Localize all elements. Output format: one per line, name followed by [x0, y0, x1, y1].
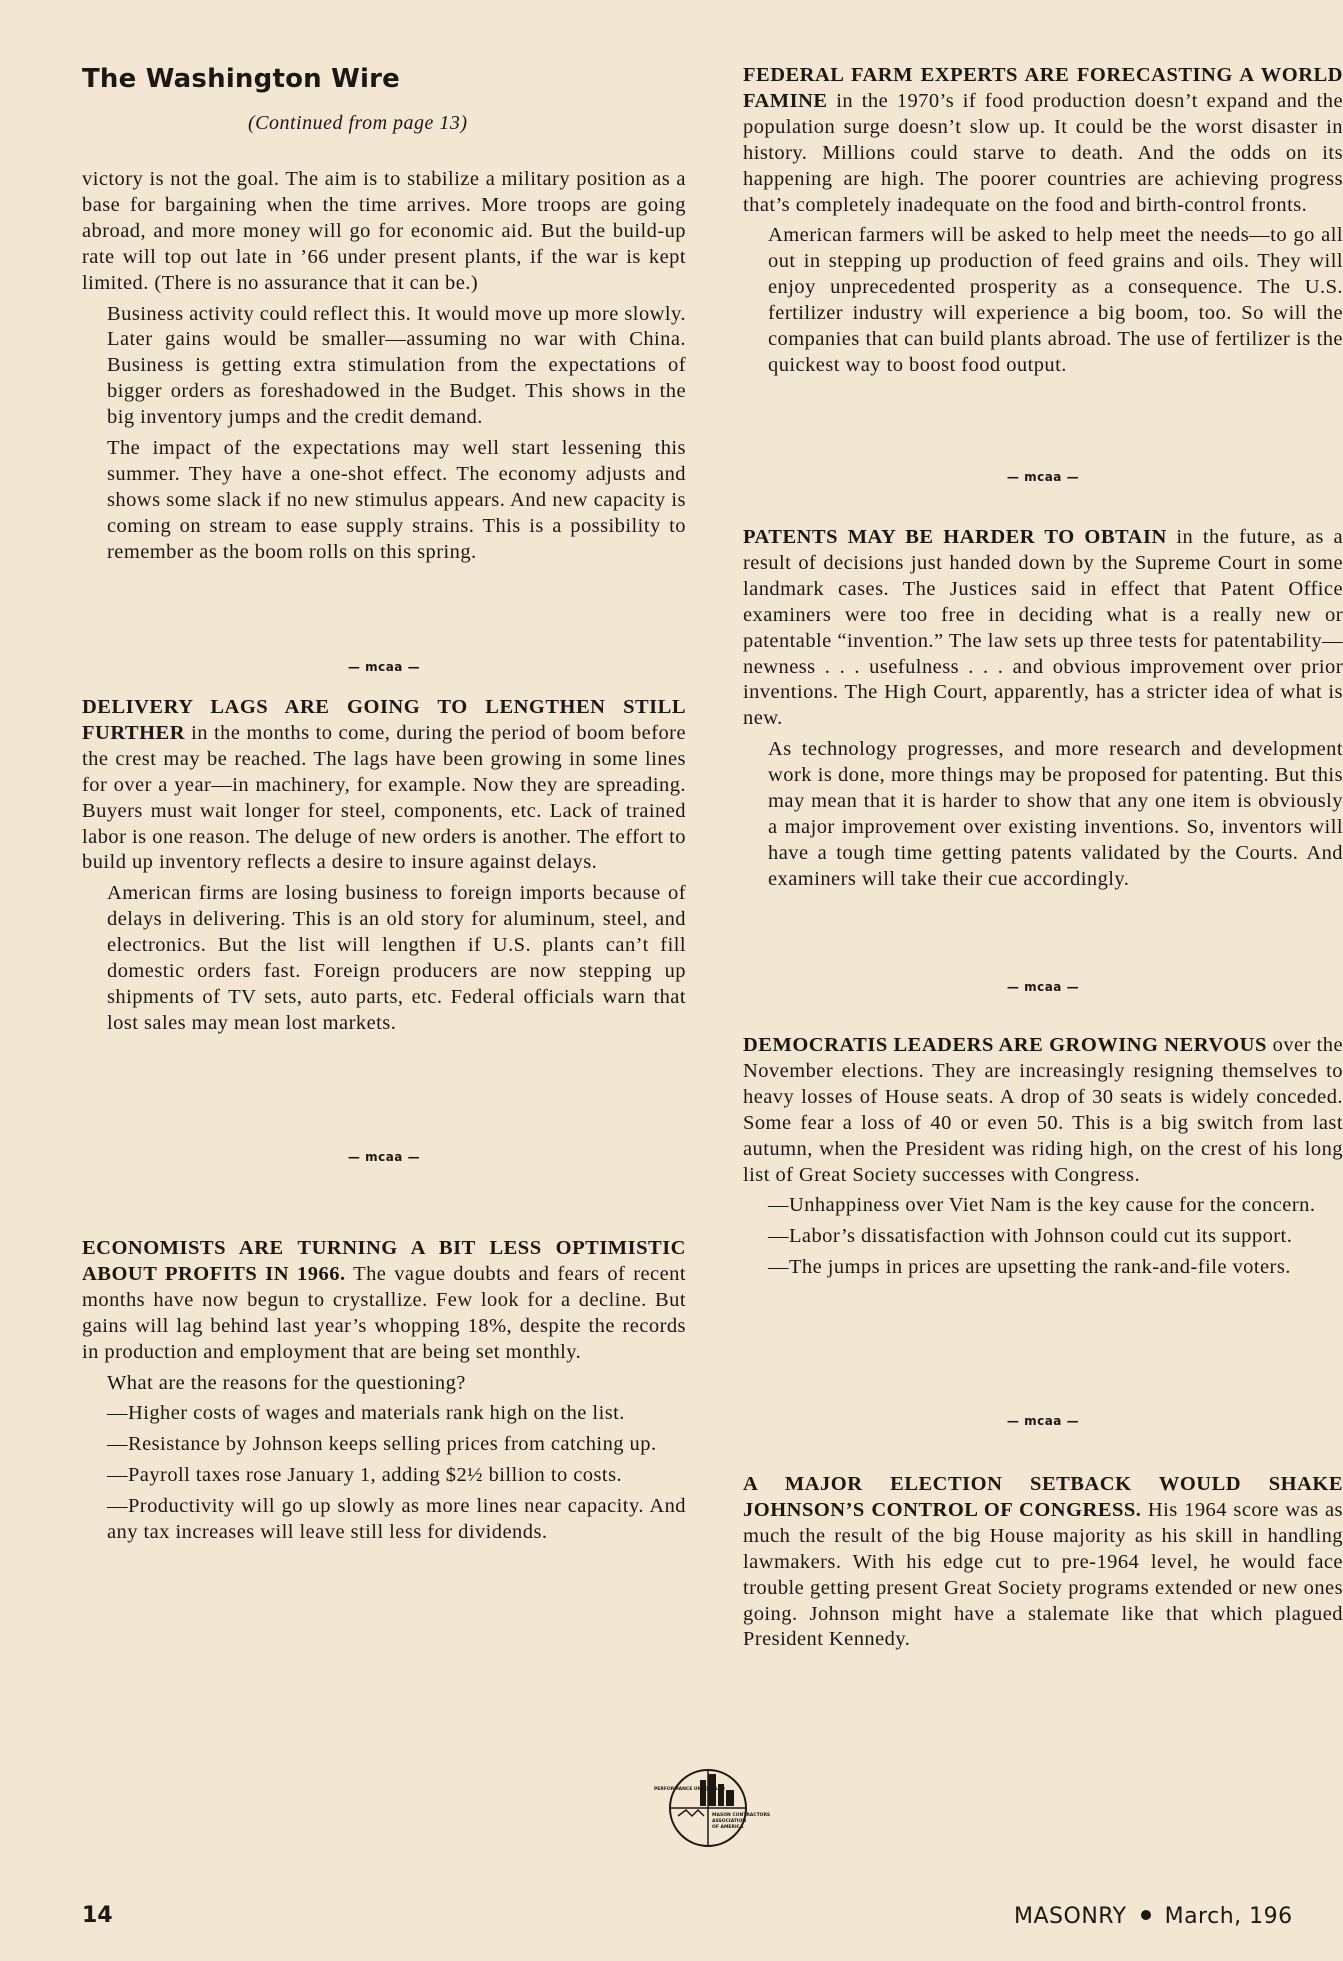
economists-paragraph: —Resistance by Johnson keeps selling prices from catching up. [107, 1433, 657, 1456]
patents-paragraph: As technology progresses, and more research and development work is done, more things may be proposed for patenting. But this may mean that it is harder to show that any one item is obviously a major improvement over existing inventions. So, inventors will have a tough time getting patents validated by the Courts. And examiners will take their cue accordingly. [768, 738, 1343, 890]
logo-org-line: ASSOCIATION [712, 1819, 747, 1824]
logo-zigzag [678, 1810, 704, 1816]
logo-org-line: OF AMERICA [712, 1825, 744, 1830]
separator-mcaa: — mcaa — [347, 660, 421, 674]
delivery-body: in the months to come, during the period of boom before the crest may be reached. The lags have been growing in some lines for over a year—in machinery, for example. Now they are spreading. Buyers must wait longer for steel, components, etc. Lack of trained labor is one reason. The deluge of new orders is another. The effort to build up inventory reflects a desire to insure against delays. [82, 721, 686, 874]
farm-paragraph: American farmers will be asked to help meet the needs—to go all out in stepping up production of feed grains and oils. They will enjoy unprecedented prosperity as a consequence. The U.S. fertilizer industry will experience a big boom, too. So will the companies that can build plants abroad. The use of fertilizer is the quickest way to boost food output. [768, 224, 1343, 376]
economists-paragraph: What are the reasons for the questioning? [107, 1371, 466, 1394]
democrats-lead: DEMOCRATIS LEADERS ARE GROWING NERVOUS [743, 1034, 1267, 1056]
election-lead-paragraph [743, 1472, 1343, 1653]
bullet-icon [1141, 1910, 1151, 1920]
economists-lead: ECONOMISTS ARE TURNING A BIT LESS OPTIMISTIC ABOUT PROFITS IN 1966. [82, 1237, 686, 1285]
separator-mcaa: — mcaa — [1006, 470, 1080, 484]
delivery-paragraph: American firms are losing business to foreign imports because of delays in delivering. This is an old story for aluminum, steel, and electronics. But the list will lengthen if U.S. plants can’t fill domestic orders fast. Foreign producers are now stepping up shipments of TV sets, auto parts, etc. Federal officials warn that lost sales may mean lost markets. [107, 882, 686, 1034]
intro-section [82, 167, 686, 566]
intro-paragraph: victory is not the goal. The aim is to stabilize a military position as a base for bargaining when the time arrives. More troops are going abroad, and more money will go for economic aid. But the build-up rate will top out late in ’66 under present plants, if the war is kept limited. (There is no assurance that it can be.) [82, 168, 686, 294]
democrats-body: over the November elections. They are increasingly resigning themselves to heavy losses of House seats. A drop of 30 seats is widely conceded. Some fear a loss of 40 or even 50. This is a big switch from last autumn, when the President was riding high, on the crest of his long list of Great Society successes with Congress. [743, 1034, 1343, 1186]
patents-section [743, 525, 1343, 893]
footer-magazine [1014, 1904, 1293, 1929]
delivery-lead: DELIVERY LAGS ARE GOING TO LENGTHEN STILL FURTHER [82, 696, 686, 744]
separator-mcaa: — mcaa — [1006, 1414, 1080, 1428]
democrats-section [743, 1033, 1343, 1281]
economists-lead-paragraph [82, 1236, 686, 1366]
economists-paragraph: —Productivity will go up slowly as more lines near capacity. And any tax increases will leave still less for dividends. [107, 1495, 686, 1544]
mcaa-logo [652, 1760, 771, 1850]
democrats-lead-paragraph [743, 1033, 1343, 1188]
delivery-lead-paragraph [82, 695, 686, 876]
logo-tagline: PERFORMANCE UNEQUALED [654, 1787, 725, 1792]
farm-lead: FEDERAL FARM EXPERTS ARE FORECASTING A WORLD FAMINE [743, 64, 1343, 112]
democrats-paragraph: —Labor’s dissatisfaction with Johnson could cut its support. [768, 1225, 1293, 1248]
democrats-paragraph: —Unhappiness over Viet Nam is the key cause for the concern. [768, 1194, 1316, 1217]
economists-paragraph: —Payroll taxes rose January 1, adding $2½ billion to costs. [107, 1464, 623, 1487]
page-number: 14 [82, 1903, 113, 1928]
economists-section [82, 1236, 686, 1546]
intro-paragraph: The impact of the expectations may well start lessening this summer. They have a one-shot effect. The economy adjusts and shows some slack if no new stimulus appears. And new capacity is coming on stream to ease supply strains. This is a possibility to remember as the boom rolls on this spring. [107, 437, 686, 563]
separator-mcaa: — mcaa — [1006, 980, 1080, 994]
patents-lead-paragraph [743, 525, 1343, 732]
election-lead: A MAJOR ELECTION SETBACK WOULD SHAKE JOHNSON’S CONTROL OF CONGRESS. [743, 1473, 1343, 1521]
election-body: His 1964 score was as much the result of the big House majority as his skill in handling lawmakers. With his edge cut to pre-1964 level, he would face trouble getting present Great Society programs extended or new ones going. Johnson might have a stalemate like that which plagued President Kennedy. [743, 1498, 1343, 1651]
economists-paragraph: —Higher costs of wages and materials rank high on the list. [107, 1402, 625, 1425]
issue-date: March, 196 [1164, 1904, 1293, 1929]
magazine-name: MASONRY [1014, 1904, 1127, 1929]
separator-mcaa: — mcaa — [347, 1150, 421, 1164]
logo-building [700, 1780, 706, 1806]
page-heading: The Washington Wire [82, 64, 400, 94]
logo-building [726, 1790, 734, 1806]
farm-body: in the 1970’s if food production doesn’t expand and the population surge doesn’t slow up. It could be the worst disaster in history. Millions could starve to death. And the odds on its happening are high. The poorer countries are achieving progress that’s completely inadequate on the food and birth-control fronts. [743, 89, 1343, 216]
farm-lead-paragraph [743, 63, 1343, 218]
delivery-lags-section [82, 695, 686, 1037]
patents-body: in the future, as a result of decisions just handed down by the Supreme Court in some landmark cases. The Justices said in effect that Patent Office examiners were too free in deciding what is a really new or patentable “invention.” The law sets up three tests for patentability—newness . . . usefulness . . . and obvious improvement over prior inventions. The High Court, apparently, has a stricter idea of what is new. [743, 526, 1343, 730]
logo-org-line: MASON CONTRACTORS [712, 1813, 771, 1818]
intro-paragraph: Business activity could reflect this. It would move up more slowly. Later gains would be smaller—assuming no war with China. Business is getting extra stimulation from the expectations of bigger orders as foreshadowed in the Budget. This shows in the big inventory jumps and the credit demand. [107, 302, 686, 429]
economists-body: The vague doubts and fears of recent months have now begun to crystallize. Few look for a decline. But gains will lag behind last year’s whopping 18%, despite the records in production and employment that are being set monthly. [82, 1262, 686, 1363]
farm-section [743, 63, 1343, 379]
democrats-paragraph: —The jumps in prices are upsetting the rank-and-file voters. [768, 1256, 1291, 1279]
continued-note: (Continued from page 13) [248, 112, 468, 134]
patents-lead: PATENTS MAY BE HARDER TO OBTAIN [743, 526, 1167, 548]
right-column [743, 0, 1343, 1700]
election-section [743, 1472, 1343, 1653]
